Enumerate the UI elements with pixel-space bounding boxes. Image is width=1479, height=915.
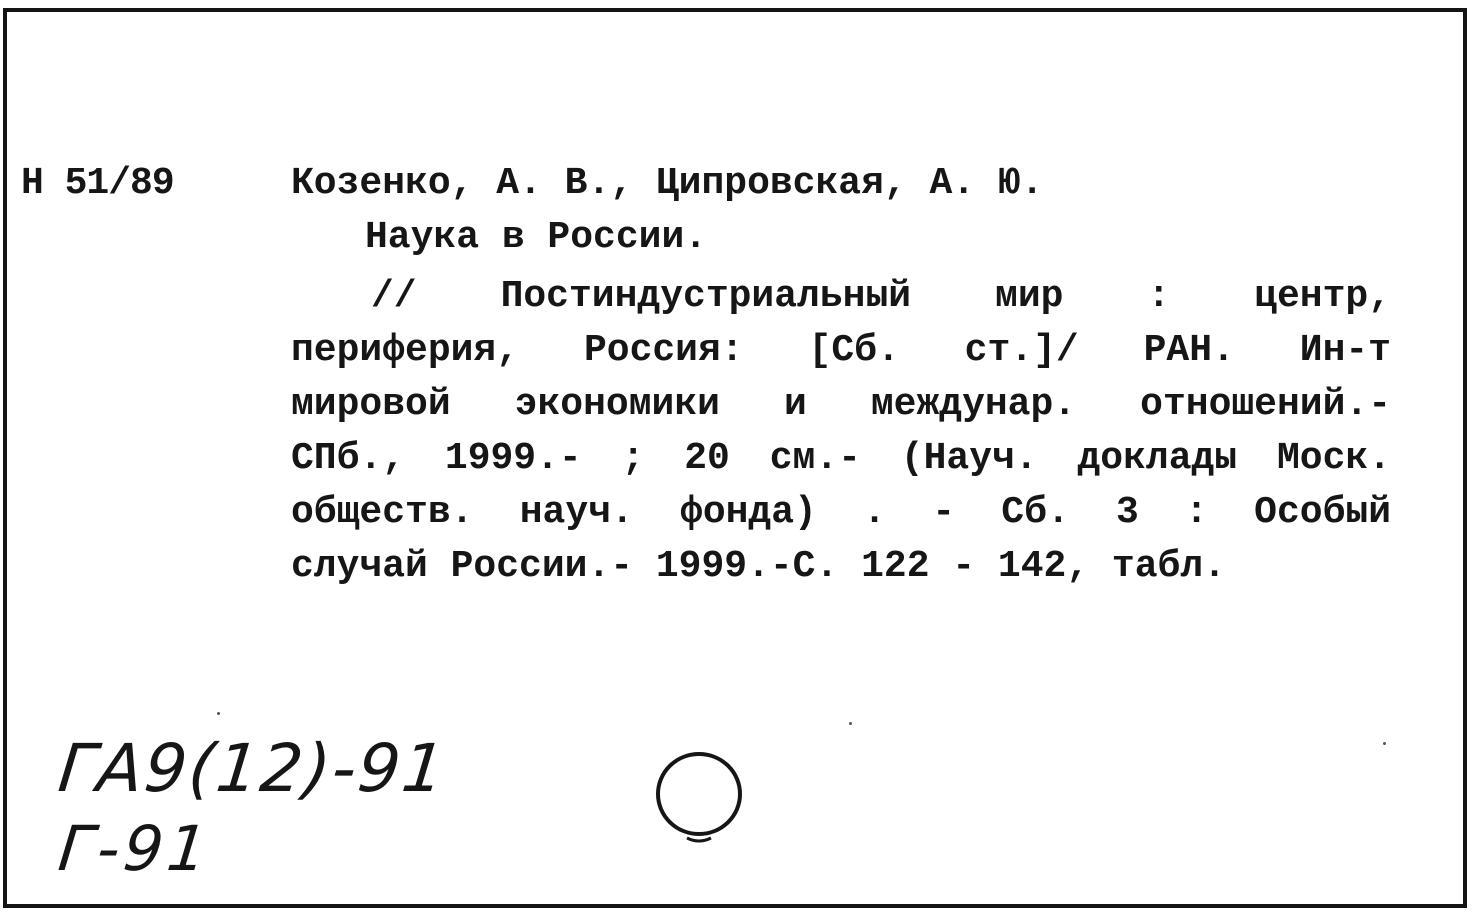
authors-line: Козенко, А. В., Ципровская, А. Ю. (291, 162, 1044, 205)
description-line: случай России.- 1999.-С. 122 - 142, табл. (291, 545, 1226, 588)
speck (849, 722, 852, 725)
speck (1383, 742, 1386, 745)
punch-hole-icon (653, 748, 745, 848)
shelfmark: Н 51/89 (21, 162, 174, 205)
description-line: периферия, Россия: [Сб. ст.]/ РАН. Ин-т (291, 329, 1391, 372)
description-line: СПб., 1999.- ; 20 см.- (Науч. доклады Моск. (291, 437, 1391, 480)
speck (217, 712, 220, 715)
description-line: // Постиндустриальный мир : центр, (371, 275, 1391, 318)
handwritten-classification-code: ГА9(12)-91 (54, 730, 451, 807)
description-line: мировой экономики и междунар. отношений.- (291, 383, 1391, 426)
handwritten-short-code: Г-91 (55, 812, 215, 885)
description-line: обществ. науч. фонда) . - Сб. 3 : Особый (291, 491, 1391, 534)
bibliographic-description (291, 270, 1391, 594)
title-line: Наука в России. (365, 216, 708, 259)
catalog-card (3, 8, 1467, 908)
